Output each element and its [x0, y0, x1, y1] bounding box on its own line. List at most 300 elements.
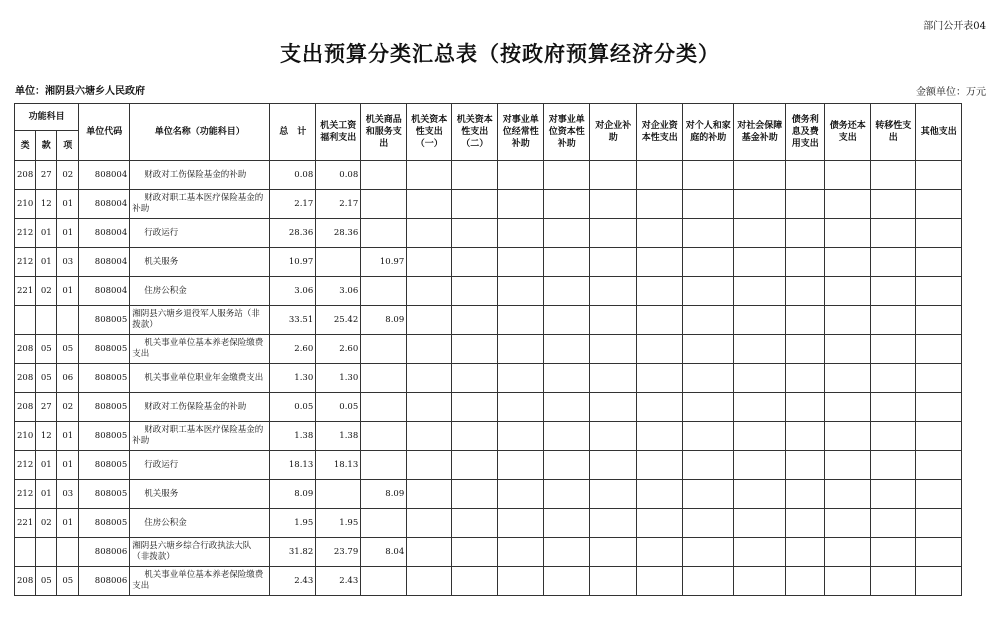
cell-c13: [871, 306, 916, 335]
cell-c11: [786, 422, 825, 451]
cell-c14: [916, 306, 962, 335]
cell-c14: [916, 161, 962, 190]
cell-c9: [683, 451, 734, 480]
cell-c9: [683, 219, 734, 248]
cell-c6: [544, 480, 590, 509]
cell-xiang: 05: [57, 335, 79, 364]
cell-unit-name: [130, 509, 270, 538]
cell-c1: 25.42: [316, 306, 361, 335]
cell-c8: [637, 480, 683, 509]
cell-kuan: 12: [36, 190, 57, 219]
cell-c3: [407, 248, 452, 277]
cell-c11: [786, 393, 825, 422]
cell-c1: 2.60: [316, 335, 361, 364]
cell-c2: [361, 567, 407, 596]
cell-lei: 210: [15, 422, 36, 451]
cell-c2: [361, 393, 407, 422]
cell-c4: [452, 451, 498, 480]
cell-c5: [498, 480, 544, 509]
cell-c12: [825, 277, 871, 306]
cell-c11: [786, 567, 825, 596]
cell-c10: [734, 219, 786, 248]
cell-xiang: 01: [57, 219, 79, 248]
cell-c10: [734, 509, 786, 538]
cell-lei: 208: [15, 335, 36, 364]
cell-total: 33.51: [270, 306, 316, 335]
cell-unit-name: [130, 422, 270, 451]
cell-c11: [786, 248, 825, 277]
cell-c14: [916, 480, 962, 509]
cell-c2: [361, 335, 407, 364]
cell-c13: [871, 161, 916, 190]
header-c5: 对事业单位经常性补助: [498, 104, 544, 161]
cell-c2: [361, 161, 407, 190]
cell-xiang: 02: [57, 393, 79, 422]
cell-xiang: 06: [57, 364, 79, 393]
cell-c3: [407, 509, 452, 538]
cell-c9: [683, 190, 734, 219]
cell-c4: [452, 509, 498, 538]
cell-c8: [637, 567, 683, 596]
cell-c13: [871, 451, 916, 480]
cell-c5: [498, 451, 544, 480]
header-c7: 对企业补助: [590, 104, 637, 161]
cell-c11: [786, 509, 825, 538]
header-c1: 机关工资福利支出: [316, 104, 361, 161]
cell-c9: [683, 480, 734, 509]
cell-unit-name: [130, 277, 270, 306]
cell-c9: [683, 538, 734, 567]
cell-c3: [407, 422, 452, 451]
cell-kuan: 02: [36, 509, 57, 538]
unit-name-text: 行政运行: [144, 459, 179, 470]
header-xiang: 项: [57, 131, 79, 161]
header-c14: 其他支出: [916, 104, 962, 161]
cell-kuan: [36, 306, 57, 335]
cell-c3: [407, 190, 452, 219]
cell-c2: [361, 277, 407, 306]
cell-c13: [871, 509, 916, 538]
table-row: [15, 480, 962, 509]
cell-lei: [15, 306, 36, 335]
cell-c14: [916, 451, 962, 480]
cell-xiang: 01: [57, 277, 79, 306]
cell-c11: [786, 190, 825, 219]
cell-c1: 23.79: [316, 538, 361, 567]
cell-c12: [825, 335, 871, 364]
cell-c11: [786, 451, 825, 480]
cell-c14: [916, 219, 962, 248]
cell-c3: [407, 306, 452, 335]
cell-xiang: 03: [57, 248, 79, 277]
cell-unit-name: [130, 567, 270, 596]
cell-xiang: [57, 538, 79, 567]
cell-c4: [452, 277, 498, 306]
cell-c5: [498, 393, 544, 422]
cell-kuan: [36, 538, 57, 567]
cell-c10: [734, 538, 786, 567]
cell-unit-code: 808005: [79, 451, 130, 480]
cell-c1: 18.13: [316, 451, 361, 480]
cell-c14: [916, 190, 962, 219]
cell-c14: [916, 364, 962, 393]
cell-unit-code: 808004: [79, 248, 130, 277]
cell-c2: 8.09: [361, 480, 407, 509]
unit-name-text: 财政对工伤保险基金的补助: [144, 401, 247, 412]
cell-c2: [361, 422, 407, 451]
cell-c7: [590, 422, 637, 451]
cell-c14: [916, 335, 962, 364]
cell-c11: [786, 480, 825, 509]
cell-total: 0.05: [270, 393, 316, 422]
cell-c8: [637, 451, 683, 480]
cell-c4: [452, 538, 498, 567]
unit-name-text: 机关事业单位基本养老保险缴费支出: [132, 338, 264, 359]
cell-c5: [498, 277, 544, 306]
form-number: 部门公开表04: [923, 21, 986, 32]
cell-c1: 2.17: [316, 190, 361, 219]
cell-c5: [498, 306, 544, 335]
cell-c5: [498, 335, 544, 364]
cell-c1: 0.05: [316, 393, 361, 422]
header-func-subject: 功能科目: [15, 104, 79, 131]
cell-unit-name: [130, 190, 270, 219]
cell-c8: [637, 335, 683, 364]
cell-lei: 212: [15, 248, 36, 277]
cell-c8: [637, 393, 683, 422]
cell-c5: [498, 161, 544, 190]
cell-xiang: 01: [57, 190, 79, 219]
table-row: [15, 248, 962, 277]
cell-c3: [407, 538, 452, 567]
cell-c12: [825, 306, 871, 335]
cell-c7: [590, 277, 637, 306]
header-c8: 对企业资本性支出: [637, 104, 683, 161]
cell-unit-code: 808004: [79, 219, 130, 248]
cell-unit-code: 808005: [79, 509, 130, 538]
cell-c12: [825, 480, 871, 509]
cell-c1: 3.06: [316, 277, 361, 306]
cell-lei: 208: [15, 161, 36, 190]
cell-c2: 8.04: [361, 538, 407, 567]
header-kuan: 款: [36, 131, 57, 161]
cell-unit-code: 808004: [79, 161, 130, 190]
cell-c5: [498, 422, 544, 451]
table-row: [15, 306, 962, 335]
header-lei: 类: [15, 131, 36, 161]
cell-c6: [544, 161, 590, 190]
cell-c2: [361, 451, 407, 480]
header-c2: 机关商品和服务支出: [361, 104, 407, 161]
unit-name-text: 机关服务: [144, 256, 179, 267]
table-row: [15, 538, 962, 567]
cell-kuan: 01: [36, 480, 57, 509]
cell-c9: [683, 248, 734, 277]
cell-c1: 2.43: [316, 567, 361, 596]
cell-c3: [407, 161, 452, 190]
cell-c12: [825, 161, 871, 190]
cell-lei: [15, 538, 36, 567]
cell-c7: [590, 509, 637, 538]
cell-c5: [498, 567, 544, 596]
cell-c2: [361, 190, 407, 219]
cell-c9: [683, 393, 734, 422]
cell-c1: 1.95: [316, 509, 361, 538]
cell-c8: [637, 190, 683, 219]
cell-c1: 0.08: [316, 161, 361, 190]
cell-total: 10.97: [270, 248, 316, 277]
cell-c10: [734, 422, 786, 451]
cell-unit-code: 808005: [79, 364, 130, 393]
header-total: 总 计: [270, 104, 316, 161]
table-row: [15, 161, 962, 190]
cell-xiang: 01: [57, 451, 79, 480]
cell-kuan: 27: [36, 161, 57, 190]
cell-c14: [916, 277, 962, 306]
cell-c6: [544, 306, 590, 335]
header-unit-code: 单位代码: [79, 104, 130, 161]
cell-kuan: 01: [36, 219, 57, 248]
cell-c8: [637, 422, 683, 451]
cell-kuan: 05: [36, 567, 57, 596]
table-row: [15, 277, 962, 306]
cell-lei: 212: [15, 451, 36, 480]
cell-unit-code: 808005: [79, 422, 130, 451]
unit-name-text: 住房公积金: [144, 285, 187, 296]
cell-c14: [916, 567, 962, 596]
cell-c7: [590, 538, 637, 567]
cell-kuan: 05: [36, 335, 57, 364]
header-c6: 对事业单位资本性补助: [544, 104, 590, 161]
cell-c11: [786, 161, 825, 190]
cell-total: 2.17: [270, 190, 316, 219]
cell-lei: 221: [15, 277, 36, 306]
header-c11: 债务利息及费用支出: [786, 104, 825, 161]
cell-unit-name: [130, 451, 270, 480]
cell-c13: [871, 480, 916, 509]
cell-c13: [871, 248, 916, 277]
cell-c1: [316, 248, 361, 277]
cell-c7: [590, 335, 637, 364]
cell-c3: [407, 451, 452, 480]
cell-unit-code: 808006: [79, 567, 130, 596]
cell-total: 1.95: [270, 509, 316, 538]
table-row: [15, 451, 962, 480]
cell-c12: [825, 567, 871, 596]
cell-c4: [452, 248, 498, 277]
cell-unit-code: 808005: [79, 335, 130, 364]
cell-c9: [683, 277, 734, 306]
cell-c4: [452, 422, 498, 451]
cell-total: 2.43: [270, 567, 316, 596]
cell-c12: [825, 451, 871, 480]
cell-c7: [590, 161, 637, 190]
cell-c9: [683, 567, 734, 596]
cell-total: 31.82: [270, 538, 316, 567]
cell-c6: [544, 509, 590, 538]
cell-c9: [683, 422, 734, 451]
unit-name-text: 湘阴县六塘乡退役军人服务站（非拨款）: [132, 309, 260, 330]
cell-unit-code: 808005: [79, 393, 130, 422]
cell-c3: [407, 567, 452, 596]
cell-c7: [590, 393, 637, 422]
cell-unit-name: [130, 248, 270, 277]
cell-c13: [871, 393, 916, 422]
header-c12: 债务还本支出: [825, 104, 871, 161]
cell-c4: [452, 219, 498, 248]
cell-c2: [361, 364, 407, 393]
cell-c6: [544, 335, 590, 364]
cell-kuan: 12: [36, 422, 57, 451]
cell-c6: [544, 219, 590, 248]
cell-c8: [637, 509, 683, 538]
unit-name-text: 机关事业单位职业年金缴费支出: [144, 372, 264, 383]
cell-c14: [916, 422, 962, 451]
cell-c5: [498, 538, 544, 567]
cell-c8: [637, 219, 683, 248]
unit-name-text: 机关事业单位基本养老保险缴费支出: [132, 570, 264, 591]
page-title: 支出预算分类汇总表（按政府预算经济分类）: [280, 41, 720, 66]
cell-c10: [734, 567, 786, 596]
cell-c14: [916, 248, 962, 277]
cell-c6: [544, 248, 590, 277]
cell-c7: [590, 364, 637, 393]
cell-c13: [871, 422, 916, 451]
unit-name-text: 财政对职工基本医疗保险基金的补助: [132, 425, 264, 446]
cell-total: 0.08: [270, 161, 316, 190]
cell-c10: [734, 335, 786, 364]
cell-total: 1.30: [270, 364, 316, 393]
cell-unit-name: [130, 364, 270, 393]
cell-c12: [825, 393, 871, 422]
cell-c3: [407, 393, 452, 422]
cell-total: 2.60: [270, 335, 316, 364]
cell-c1: [316, 480, 361, 509]
cell-lei: 212: [15, 219, 36, 248]
cell-c3: [407, 277, 452, 306]
cell-c3: [407, 364, 452, 393]
header-unit-name: 单位名称（功能科目）: [130, 104, 270, 161]
cell-c13: [871, 364, 916, 393]
cell-c12: [825, 219, 871, 248]
header-c13: 转移性支出: [871, 104, 916, 161]
cell-unit-name: [130, 335, 270, 364]
cell-c10: [734, 248, 786, 277]
cell-c7: [590, 190, 637, 219]
cell-c13: [871, 538, 916, 567]
cell-c1: 28.36: [316, 219, 361, 248]
cell-c8: [637, 364, 683, 393]
cell-c7: [590, 306, 637, 335]
cell-c12: [825, 364, 871, 393]
unit-name-text: 机关服务: [144, 488, 179, 499]
cell-c5: [498, 248, 544, 277]
cell-unit-code: 808006: [79, 538, 130, 567]
cell-total: 28.36: [270, 219, 316, 248]
header-c9: 对个人和家庭的补助: [683, 104, 734, 161]
table-row: [15, 509, 962, 538]
cell-c4: [452, 567, 498, 596]
header-c3: 机关资本性支出（一）: [407, 104, 452, 161]
cell-c13: [871, 277, 916, 306]
cell-c7: [590, 219, 637, 248]
cell-unit-name: [130, 538, 270, 567]
cell-c10: [734, 161, 786, 190]
cell-c10: [734, 364, 786, 393]
cell-c10: [734, 190, 786, 219]
cell-c11: [786, 219, 825, 248]
cell-c2: 8.09: [361, 306, 407, 335]
unit-name-text: 财政对职工基本医疗保险基金的补助: [132, 193, 264, 214]
unit-name-text: 财政对工伤保险基金的补助: [144, 169, 247, 180]
unit-name-text: 湘阴县六塘乡综合行政执法大队（非拨款）: [132, 541, 252, 562]
table-row: [15, 567, 962, 596]
table-row: [15, 335, 962, 364]
cell-total: 3.06: [270, 277, 316, 306]
cell-c14: [916, 538, 962, 567]
cell-lei: 208: [15, 393, 36, 422]
unit-name-text: 住房公积金: [144, 517, 187, 528]
cell-c11: [786, 306, 825, 335]
cell-total: 18.13: [270, 451, 316, 480]
cell-xiang: 05: [57, 567, 79, 596]
cell-lei: 208: [15, 567, 36, 596]
cell-kuan: 02: [36, 277, 57, 306]
cell-lei: 212: [15, 480, 36, 509]
cell-c5: [498, 509, 544, 538]
cell-c8: [637, 277, 683, 306]
cell-c6: [544, 190, 590, 219]
cell-c10: [734, 480, 786, 509]
cell-c12: [825, 509, 871, 538]
cell-c8: [637, 161, 683, 190]
cell-c9: [683, 364, 734, 393]
cell-c6: [544, 567, 590, 596]
cell-c4: [452, 161, 498, 190]
cell-c7: [590, 451, 637, 480]
cell-c4: [452, 393, 498, 422]
cell-c6: [544, 393, 590, 422]
cell-c4: [452, 306, 498, 335]
cell-c1: 1.38: [316, 422, 361, 451]
cell-c7: [590, 567, 637, 596]
header-c10: 对社会保障基金补助: [734, 104, 786, 161]
cell-xiang: [57, 306, 79, 335]
cell-lei: 210: [15, 190, 36, 219]
cell-unit-code: 808004: [79, 277, 130, 306]
cell-c2: [361, 219, 407, 248]
cell-c5: [498, 364, 544, 393]
cell-c12: [825, 538, 871, 567]
cell-unit-code: 808005: [79, 306, 130, 335]
cell-c4: [452, 480, 498, 509]
cell-unit-name: [130, 219, 270, 248]
table-row: [15, 393, 962, 422]
cell-c6: [544, 538, 590, 567]
reporting-unit: 单位：湘阴县六塘乡人民政府: [15, 86, 145, 97]
cell-c10: [734, 306, 786, 335]
cell-c4: [452, 364, 498, 393]
cell-c9: [683, 335, 734, 364]
cell-total: 1.38: [270, 422, 316, 451]
table-row: [15, 422, 962, 451]
cell-kuan: 01: [36, 451, 57, 480]
unit-name-text: 行政运行: [144, 227, 179, 238]
cell-c8: [637, 248, 683, 277]
cell-c13: [871, 567, 916, 596]
cell-unit-code: 808005: [79, 480, 130, 509]
cell-c3: [407, 480, 452, 509]
